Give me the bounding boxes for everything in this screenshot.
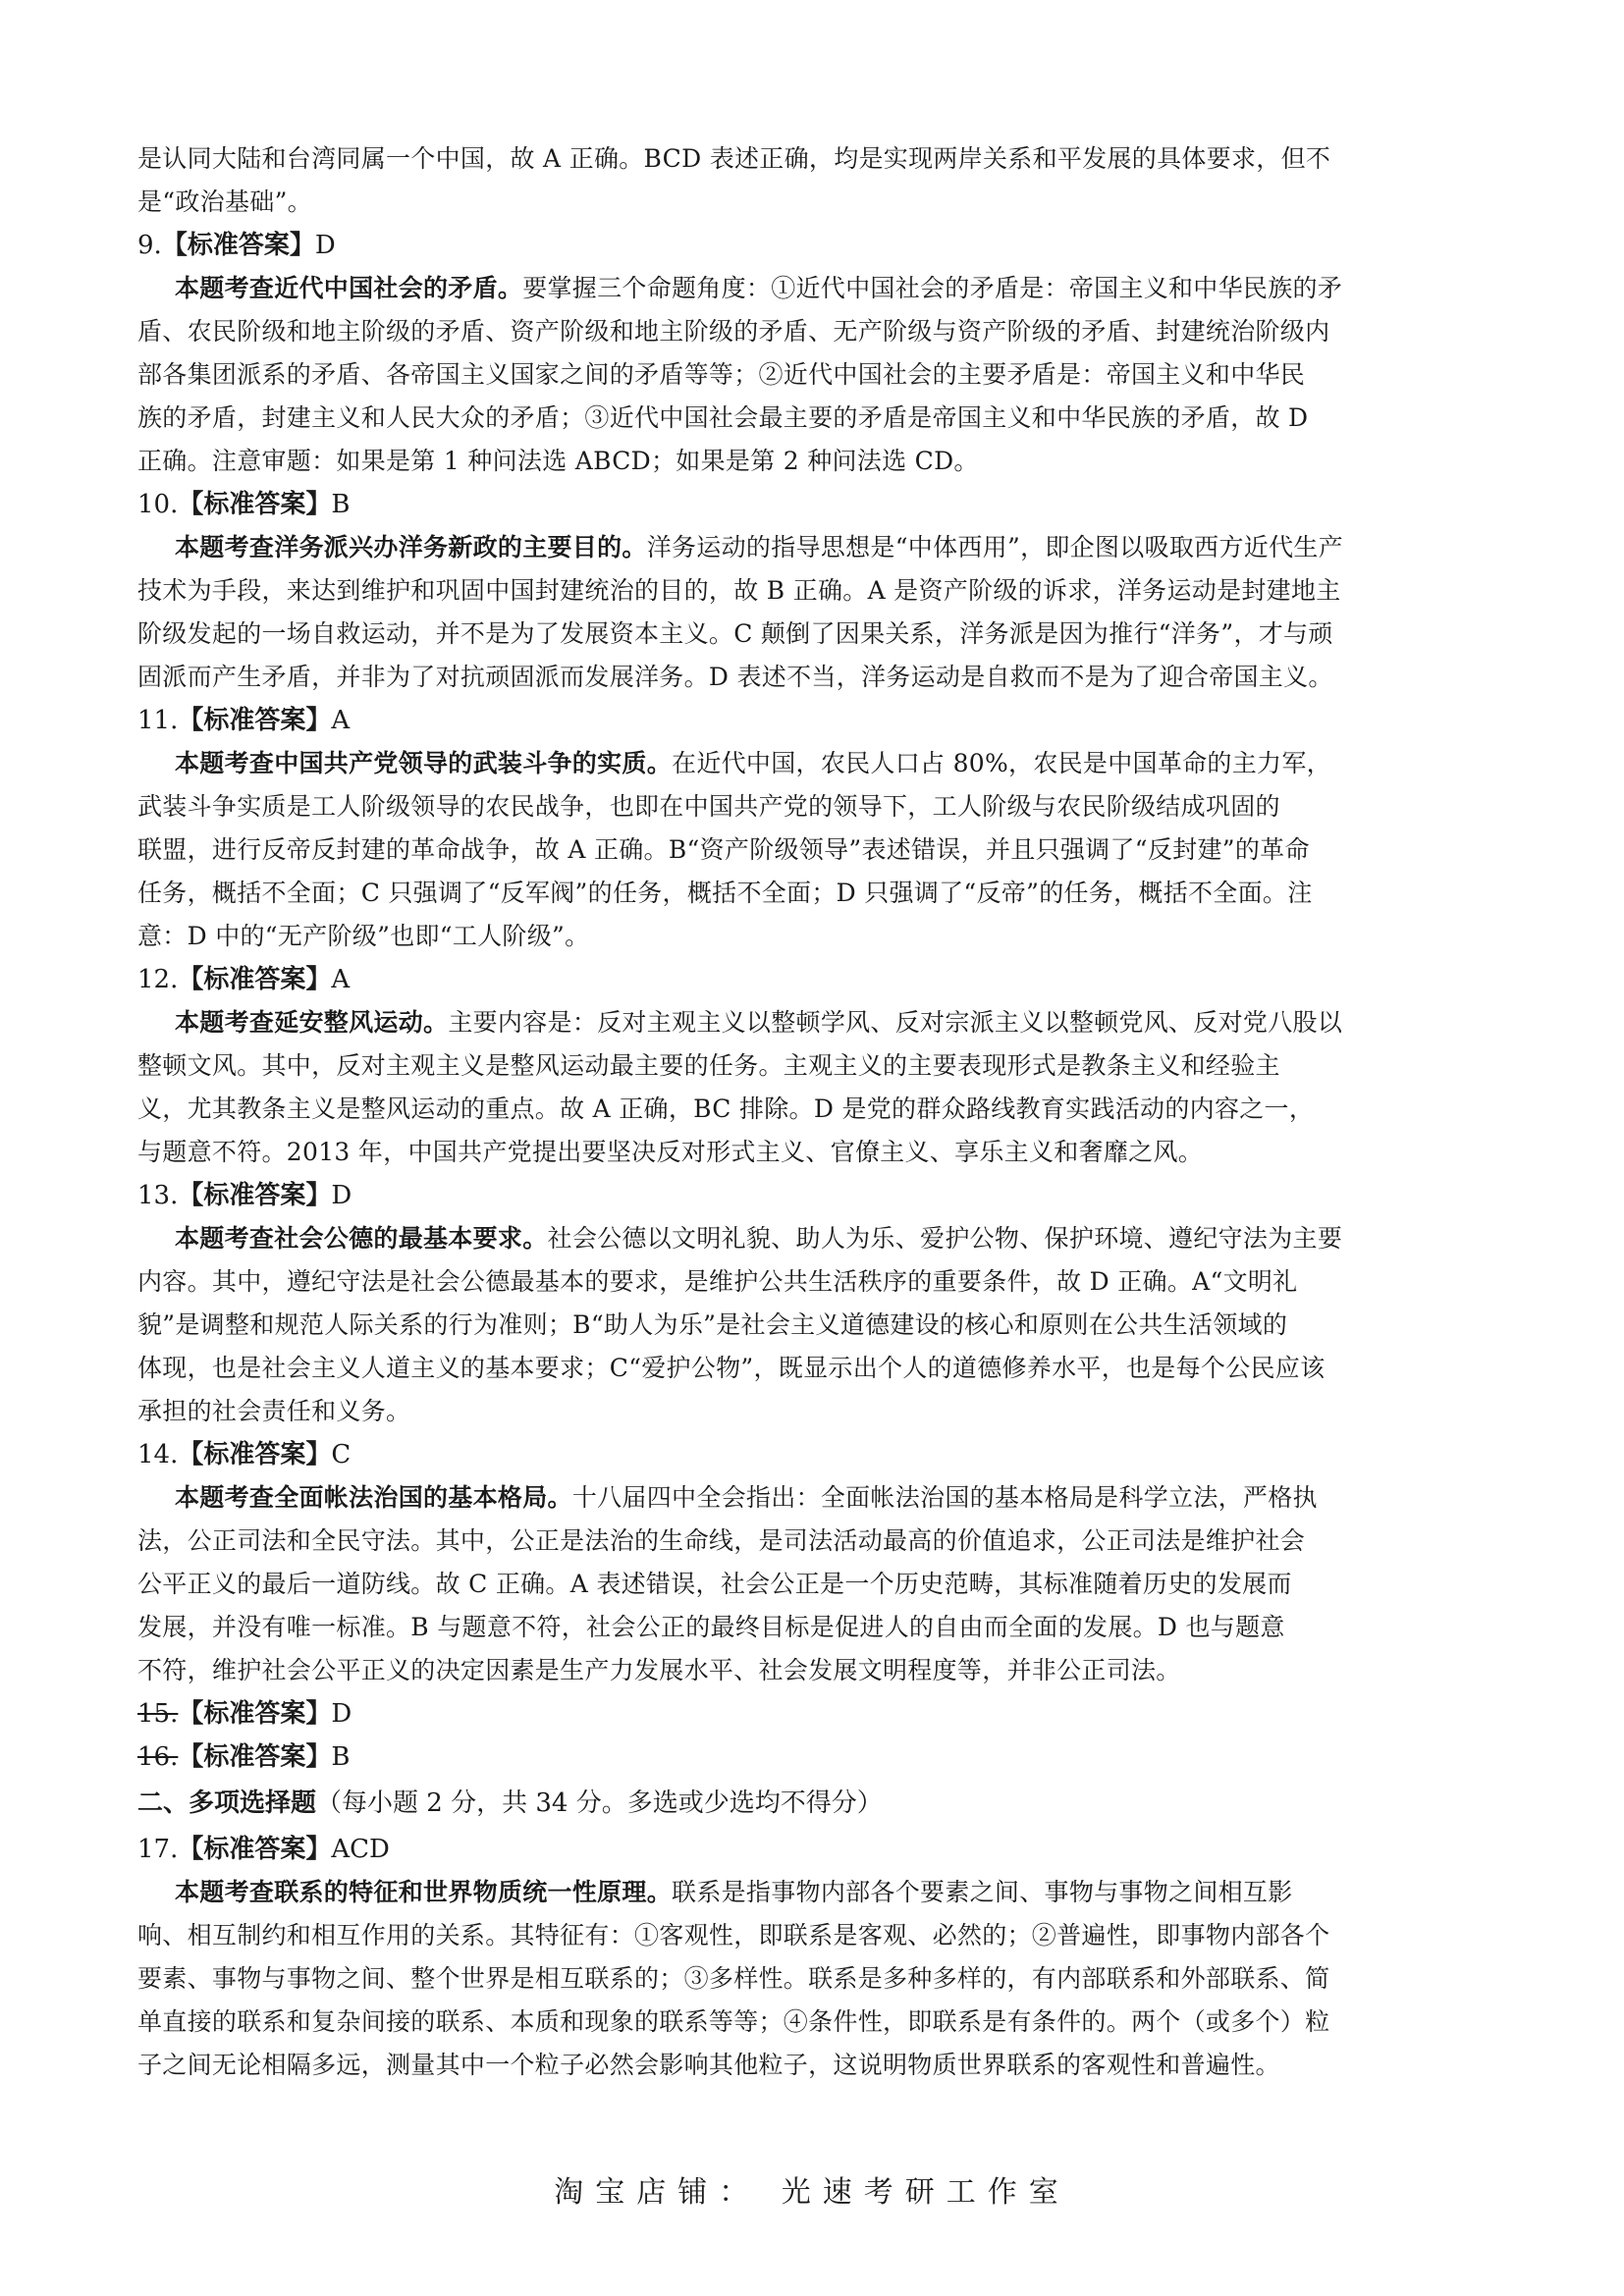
paragraph-line: 要素、事物与事物之间、整个世界是相互联系的；③多样性。联系是多种多样的，有内部联系和外部联系、简: [137, 1964, 1330, 1993]
answer-tag: 【标准答案】: [178, 706, 332, 735]
line-text: 主要内容是：反对主观主义以整顿学风、反对宗派主义以整顿党风、反对党八股以: [448, 1008, 1343, 1037]
line-text: 洋务运动的指导思想是“中体西用”，即企图以吸取西方近代生产: [646, 533, 1343, 561]
answer-tag: 【标准答案】: [178, 1181, 332, 1210]
answer-tag: 【标准答案】: [178, 1699, 332, 1729]
paragraph-line: 响、相互制约和相互作用的关系。其特征有：①客观性，即联系是客观、必然的；②普遍性，即事物内部各个: [137, 1921, 1330, 1949]
answer-tag: 【标准答案】: [178, 1835, 332, 1864]
line-text: 联系是指事物内部各个要素之间、事物与事物之间相互影: [672, 1878, 1293, 1906]
question-number: 11.: [137, 706, 179, 735]
section-note: （每小题 2 分，共 34 分。多选或少选均不得分）: [316, 1789, 883, 1818]
question-16: [137, 1735, 1477, 1779]
question-number: 9.: [137, 231, 162, 260]
question-13: [137, 1174, 1477, 1433]
paragraph-line: [137, 526, 1477, 569]
question-10: [137, 483, 1477, 699]
paragraph-line: 法，公正司法和全民守法。其中，公正是法治的生命线，是司法活动最高的价值追求，公正司法是维护社会: [137, 1526, 1306, 1555]
paragraph-line: [137, 1871, 1477, 1914]
topic-sentence: 本题考查社会公德的最基本要求。: [175, 1224, 548, 1253]
topic-sentence: 本题考查联系的特征和世界物质统一性原理。: [175, 1878, 673, 1906]
question-number: 10.: [137, 490, 179, 519]
line-text: 社会公德以文明礼貌、助人为乐、爱护公物、保护环境、遵纪守法为主要: [547, 1224, 1343, 1253]
question-number: 16.: [137, 1742, 179, 1772]
answer-heading: [137, 1174, 1477, 1217]
answer-tag: 【标准答案】: [161, 231, 315, 260]
question-9: [137, 224, 1477, 483]
answer-value: C: [331, 1440, 352, 1469]
question-number: 12.: [137, 965, 179, 994]
paragraph-line: 武装斗争实质是工人阶级领导的农民战争，也即在中国共产党的领导下，工人阶级与农民阶级结成巩固的: [137, 792, 1280, 821]
answer-value: ACD: [331, 1835, 390, 1864]
answer-value: A: [331, 965, 351, 994]
paragraph-line: 技术为手段，来达到维护和巩固中国封建统治的目的，故 B 正确。A 是资产阶级的诉求，洋务运动是封建地主: [137, 576, 1341, 605]
line-text: 十八届四中全会指出：全面帐法治国的基本格局是科学立法，严格执: [571, 1483, 1318, 1512]
answer-tag: 【标准答案】: [178, 490, 332, 519]
answer-heading: [137, 483, 1477, 526]
answer-value: B: [331, 490, 351, 519]
section-title: 二、多项选择题: [137, 1789, 317, 1818]
paragraph-line: 正确。注意审题：如果是第 1 种问法选 ABCD；如果是第 2 种问法选 CD。: [137, 447, 979, 475]
paragraph-line: 意：D 中的“无产阶级”也即“工人阶级”。: [137, 922, 590, 950]
answer-heading: [137, 699, 1477, 742]
topic-sentence: 本题考查洋务派兴办洋务新政的主要目的。: [175, 533, 647, 561]
paragraph-line: 公平正义的最后一道防线。故 C 正确。A 表述错误，社会公正是一个历史范畴，其标准随着历史的发展而: [137, 1570, 1292, 1598]
question-15: [137, 1692, 1477, 1735]
paragraph-line: 盾、农民阶级和地主阶级的矛盾、资产阶级和地主阶级的矛盾、无产阶级与资产阶级的矛盾、封建统治阶级内: [137, 317, 1330, 346]
line-text: 要掌握三个命题角度：①近代中国社会的矛盾是：帝国主义和中华民族的矛: [522, 274, 1343, 302]
footer-shop-name: 淘宝店铺： 光速考研工作室: [554, 2175, 1070, 2210]
paragraph-line: 发展，并没有唯一标准。B 与题意不符，社会公正的最终目标是促进人的自由而全面的发展。D 也与题意: [137, 1613, 1285, 1641]
section-heading: [137, 1781, 1477, 1826]
topic-sentence: 本题考查近代中国社会的矛盾。: [175, 274, 523, 302]
question-11: [137, 699, 1477, 958]
topic-sentence: 本题考查全面帐法治国的基本格局。: [175, 1483, 572, 1512]
paragraph-line: 固派而产生矛盾，并非为了对抗顽固派而发展洋务。D 表述不当，洋务运动是自救而不是为了迎合帝国主义。: [137, 663, 1333, 691]
paragraph-line: [137, 742, 1477, 785]
paragraph-line: 承担的社会责任和义务。: [137, 1397, 411, 1425]
paragraph-line: 部各集团派系的矛盾、各帝国主义国家之间的矛盾等等；②近代中国社会的主要矛盾是：帝国主义和中华民: [137, 360, 1306, 389]
topic-sentence: 本题考查中国共产党领导的武装斗争的实质。: [175, 749, 673, 777]
answer-value: B: [331, 1742, 351, 1772]
line-text: 在近代中国，农民人口占 80%，农民是中国革命的主力军，: [672, 749, 1331, 777]
answer-tag: 【标准答案】: [178, 965, 332, 994]
answer-value: D: [331, 1181, 352, 1210]
paragraph-line: 是认同大陆和台湾同属一个中国，故 A 正确。BCD 表述正确，均是实现两岸关系和平发展的具体要求，但不: [137, 144, 1331, 173]
answer-value: D: [331, 1699, 352, 1729]
intro-continuation: [137, 137, 1477, 224]
paragraph-line: 貌”是调整和规范人际关系的行为准则；B“助人为乐”是社会主义道德建设的核心和原则在公共生活领域的: [137, 1310, 1288, 1339]
answer-heading: [137, 958, 1477, 1001]
paragraph-line: 整顿文风。其中，反对主观主义是整风运动最主要的任务。主观主义的主要表现形式是教条主义和经验主: [137, 1051, 1280, 1080]
question-number: 14.: [137, 1440, 179, 1469]
question-number: 15.: [137, 1699, 179, 1729]
answer-value: D: [314, 231, 336, 260]
paragraph-line: 内容。其中，遵纪守法是社会公德最基本的要求，是维护公共生活秩序的重要条件，故 D 正确。A“文明礼: [137, 1267, 1298, 1296]
answer-value: A: [331, 706, 351, 735]
paragraph-line: 不符，维护社会公平正义的决定因素是生产力发展水平、社会发展文明程度等，并非公正司法。: [137, 1656, 1181, 1684]
paragraph-line: 体现，也是社会主义人道主义的基本要求；C“爱护公物”，既显示出个人的道德修养水平，也是每个公民应该: [137, 1354, 1326, 1382]
question-14: [137, 1433, 1477, 1692]
paragraph-line: 单直接的联系和复杂间接的联系、本质和现象的联系等等；④条件性，即联系是有条件的。两个（或多个）粒: [137, 2007, 1330, 2036]
question-12: [137, 958, 1477, 1174]
paragraph-line: 子之间无论相隔多远，测量其中一个粒子必然会影响其他粒子，这说明物质世界联系的客观性和普遍性。: [137, 2051, 1280, 2079]
answer-heading: [137, 224, 1477, 267]
topic-sentence: 本题考查延安整风运动。: [175, 1008, 449, 1037]
paragraph-line: 义，尤其教条主义是整风运动的重点。故 A 正确，BC 排除。D 是党的群众路线教育实践活动的内容之一，: [137, 1095, 1315, 1123]
question-number: 13.: [137, 1181, 179, 1210]
paragraph-line: 与题意不符。2013 年，中国共产党提出要坚决反对形式主义、官僚主义、享乐主义和奢靡之风。: [137, 1138, 1204, 1166]
answer-tag: 【标准答案】: [178, 1440, 332, 1469]
paragraph-line: 联盟，进行反帝反封建的革命战争，故 A 正确。B“资产阶级领导”表述错误，并且只强调了“反封建”的革命: [137, 835, 1310, 864]
answer-tag: 【标准答案】: [178, 1742, 332, 1772]
paragraph-line: [137, 1217, 1477, 1260]
paragraph-line: 族的矛盾，封建主义和人民大众的矛盾；③近代中国社会最主要的矛盾是帝国主义和中华民族的矛盾，故 D: [137, 403, 1309, 432]
question-number: 17.: [137, 1835, 179, 1864]
answer-heading: [137, 1828, 1477, 1871]
paragraph-line: 是“政治基础”。: [137, 187, 312, 216]
answer-heading: [137, 1433, 1477, 1476]
paragraph-line: [137, 1476, 1477, 1520]
question-17: [137, 1828, 1477, 2087]
paragraph-line: [137, 1001, 1477, 1044]
paragraph-line: 阶级发起的一场自救运动，并不是为了发展资本主义。C 颠倒了因果关系，洋务派是因为推行“洋务”，才与顽: [137, 619, 1333, 648]
paragraph-line: [137, 267, 1477, 310]
paragraph-line: 任务，概括不全面；C 只强调了“反军阀”的任务，概括不全面；D 只强调了“反帝”的任务，概括不全面。注: [137, 879, 1313, 907]
